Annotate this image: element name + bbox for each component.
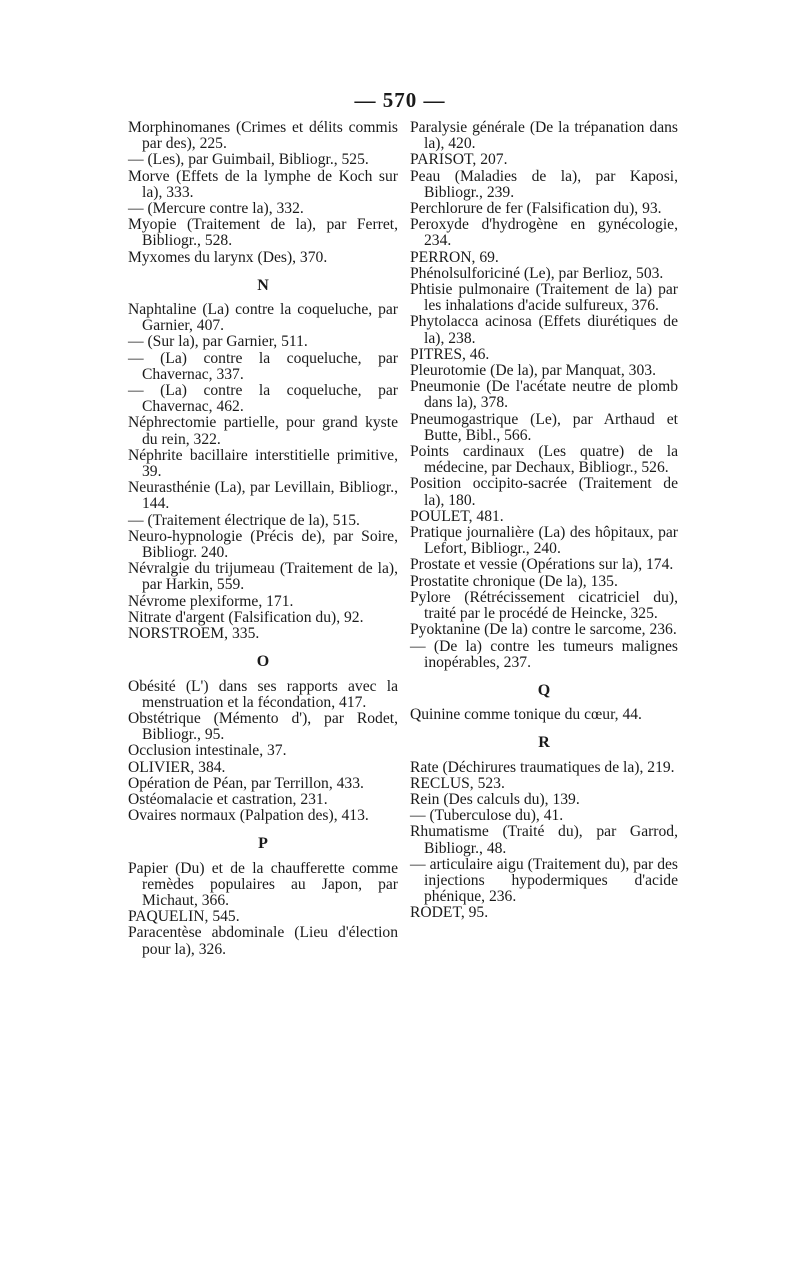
page-number: — 570 — bbox=[354, 88, 446, 112]
index-entry: Occlusion intestinale, 37. bbox=[128, 742, 287, 760]
index-entry: Peroxyde d'hydrogène en gynécologie, 234. bbox=[410, 216, 678, 250]
section-letter: O bbox=[256, 653, 270, 671]
index-entry: RECLUS, 523. bbox=[410, 774, 505, 792]
index-entry: Névrome plexiforme, 171. bbox=[128, 592, 294, 610]
index-entry: Néphrite bacillaire interstitielle primitive, 39. bbox=[128, 446, 398, 481]
index-entry: — (Mercure contre la), 332. bbox=[128, 200, 304, 218]
index-entry: Ostéomalacie et castration, 231. bbox=[128, 790, 328, 808]
index-entry: Perchlorure de fer (Falsification du), 93. bbox=[410, 200, 662, 218]
index-entry: Phtisie pulmonaire (Traitement de la) par les inhalations d'acide sulfureux, 376. bbox=[410, 281, 678, 315]
index-entry: Pneumogastrique (Le), par Arthaud et Butte, Bibl., 566. bbox=[410, 410, 678, 444]
index-entry: Phytolacca acinosa (Effets diurétiques de la), 238. bbox=[410, 313, 678, 347]
index-entry: Pylore (Rétrécissement cicatriciel du), traité par le procédé de Heincke, 325. bbox=[410, 588, 678, 623]
index-entry: Myopie (Traitement de la), par Ferret, Bibliogr., 528. bbox=[128, 216, 398, 250]
index-entry: Myxomes du larynx (Des), 370. bbox=[128, 248, 328, 266]
index-entry: Peau (Maladies de la), par Kaposi, Bibliogr., 239. bbox=[410, 167, 678, 201]
index-entry: Morphinomanes (Crimes et délits commis par des), 225. bbox=[128, 119, 398, 153]
index-entry: — (Les), par Guimbail, Bibliogr., 525. bbox=[128, 151, 369, 169]
index-entry: Quinine comme tonique du cœur, 44. bbox=[410, 706, 642, 724]
index-entry: Prostate et vessie (Opérations sur la), 174. bbox=[410, 556, 674, 574]
index-entry: — (Traitement électrique de la), 515. bbox=[128, 511, 360, 529]
index-entry: — (De la) contre les tumeurs malignes inopérables, 237. bbox=[410, 637, 678, 671]
index-entry: PERRON, 69. bbox=[410, 248, 499, 266]
index-entry: Morve (Effets de la lymphe de Koch sur la), 333. bbox=[128, 167, 398, 201]
index-entry: Pyoktanine (De la) contre le sarcome, 236. bbox=[410, 621, 677, 639]
index-entry: Neuro-hypnologie (Précis de), par Soire, Bibliogr. 240. bbox=[128, 527, 398, 562]
index-entry: Points cardinaux (Les quatre) de la médecine, par Dechaux, Bibliogr., 526. bbox=[410, 443, 678, 477]
index-entry: Rhumatisme (Traité du), par Garrod, Bibliogr., 48. bbox=[410, 823, 678, 857]
index-entry: Pratique journalière (La) des hôpitaux, par Lefort, Bibliogr., 240. bbox=[410, 524, 678, 558]
index-column-right bbox=[410, 120, 678, 922]
index-entry: Paralysie générale (De la trépanation dans la), 420. bbox=[410, 119, 678, 153]
index-entry: RODET, 95. bbox=[410, 904, 489, 922]
index-entry: — (La) contre la coqueluche, par Chavernac, 337. bbox=[128, 349, 398, 383]
index-entry: PAQUELIN, 545. bbox=[128, 908, 240, 926]
section-letter: N bbox=[257, 276, 269, 294]
index-entry: Pleurotomie (De la), par Manquat, 303. bbox=[410, 362, 656, 380]
index-entry: Rein (Des calculs du), 139. bbox=[410, 790, 580, 808]
index-entry: — articulaire aigu (Traitement du), par des injections hypodermiques d'acide phénique, 236. bbox=[410, 855, 678, 906]
index-entry: Papier (Du) et de la chaufferette comme remèdes populaires au Japon, par Michaut, 366. bbox=[128, 859, 398, 909]
index-column-left bbox=[128, 120, 398, 958]
index-entry: Paracentèse abdominale (Lieu d'élection pour la), 326. bbox=[128, 924, 398, 958]
index-entry: — (La) contre la coqueluche, par Chavernac, 462. bbox=[128, 382, 398, 416]
index-entry: PARISOT, 207. bbox=[410, 151, 508, 169]
index-entry: Nitrate d'argent (Falsification du), 92. bbox=[128, 608, 364, 626]
section-letter: Q bbox=[537, 681, 551, 699]
index-entry: OLIVIER, 384. bbox=[128, 758, 226, 776]
index-entry: Névralgie du trijumeau (Traitement de la), par Harkin, 559. bbox=[128, 560, 398, 594]
section-letter: R bbox=[538, 734, 550, 752]
index-entry: Obésité (L') dans ses rapports avec la menstruation et la fécondation, 417. bbox=[128, 677, 398, 711]
index-entry: NORSTROEM, 335. bbox=[128, 625, 260, 643]
index-entry: POULET, 481. bbox=[410, 507, 504, 525]
index-entry: Neurasthénie (La), par Levillain, Bibliogr., 144. bbox=[128, 479, 398, 513]
index-entry: — (Tuberculose du), 41. bbox=[410, 807, 564, 825]
index-entry: — (Sur la), par Garnier, 511. bbox=[128, 333, 308, 351]
index-entry: Ovaires normaux (Palpation des), 413. bbox=[128, 807, 369, 825]
index-entry: Néphrectomie partielle, pour grand kyste du rein, 322. bbox=[128, 414, 398, 448]
index-entry: Prostatite chronique (De la), 135. bbox=[410, 572, 618, 590]
index-entry: Phénolsulforiciné (Le), par Berlioz, 503. bbox=[410, 264, 664, 282]
index-entry: Pneumonie (De l'acétate neutre de plomb dans la), 378. bbox=[410, 378, 678, 412]
index-entry: PITRES, 46. bbox=[410, 345, 490, 363]
index-entry: Position occipito-sacrée (Traitement de la), 180. bbox=[410, 475, 678, 509]
index-entry: Rate (Déchirures traumatiques de la), 219. bbox=[410, 758, 675, 776]
index-entry: Opération de Péan, par Terrillon, 433. bbox=[128, 774, 364, 792]
index-entry: Naphtaline (La) contre la coqueluche, par Garnier, 407. bbox=[128, 301, 398, 335]
section-letter: P bbox=[258, 835, 268, 853]
index-entry: Obstétrique (Mémento d'), par Rodet, Bibliogr., 95. bbox=[128, 709, 398, 744]
